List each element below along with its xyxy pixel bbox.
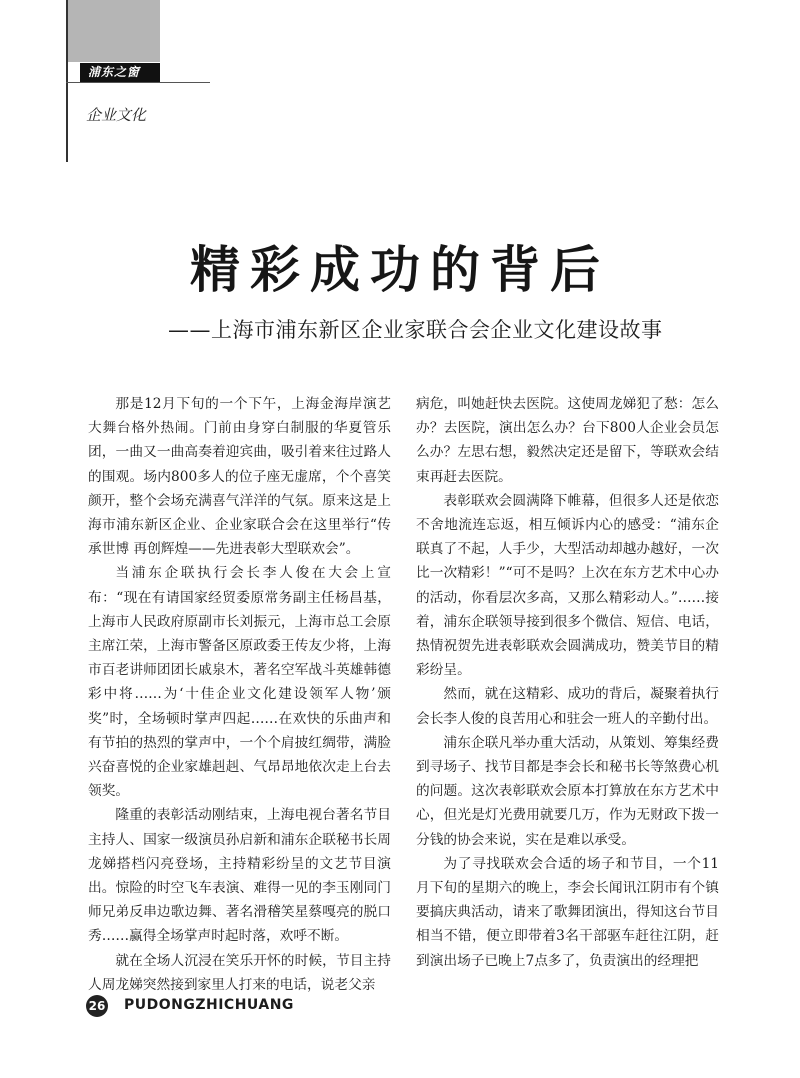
column-name: 企业文化 (86, 106, 147, 124)
paragraph: 那是12月下旬的一个下午，上海金海岸演艺大舞台格外热闹。门前由身穿白制服的华夏管乐团，一曲又一曲高奏着迎宾曲，吸引着来往过路人的围观。场内800多人的位子座无虚席，个个喜笑颜开，整个会场充满喜气洋洋的气氛。原来这是上海市浦东新区企业、企业家联合会在这里举行“传承世博 再创辉煌——先进表彰大型联欢会”。 (88, 396, 391, 558)
paragraph: 为了寻找联欢会合适的场子和节目，一个11月下旬的星期六的晚上，李会长闻讯江阴市有个镇要搞庆典活动，请来了歌舞团演出，得知这台节目相当不错，便立即带着3名干部驱车赶往江阴，赶到演出场子已晚上7点多了，负责演出的经理把 (416, 855, 719, 969)
paragraph: 浦东企联凡举办重大活动，从策划、筹集经费到寻场子、找节目都是李会长和秘书长等煞费心机的问题。这次表彰联欢会原本打算放在东方艺术中心，但光是灯光费用就要几万，作为无财政下拨一分钱的协会来说，实在是难以承受。 (416, 734, 719, 848)
paragraph: 隆重的表彰活动刚结束，上海电视台著名节目主持人、国家一级演员孙启新和浦东企联秘书长周龙娣搭档闪亮登场，主持精彩纷呈的文艺节目演出。惊险的时空飞车表演、难得一见的李玉刚同门师兄弟反串边歌边舞、著名滑稽笑星蔡嘎亮的脱口秀……赢得全场掌声时起时落，欢呼不断。 (88, 807, 391, 945)
paragraph-continuation: 病危，叫她赶快去医院。这使周龙娣犯了愁：怎么办？去医院，演出怎么办？台下800人企业会员怎么办？左思右想，毅然决定还是留下，等联欢会结束再赶去医院。 (416, 396, 719, 485)
paragraph: 然而，就在这精彩、成功的背后，凝聚着执行会长李人俊的良苦用心和驻会一班人的辛勤付出。 (416, 686, 719, 727)
article-title: 精彩成功的背后 (190, 241, 610, 299)
page-number: 26 (86, 995, 108, 1017)
section-tag: 浦东之窗 (80, 63, 160, 82)
paragraph: 就在全场人沉浸在笑乐开怀的时候，节目主持人周龙娣突然接到家里人打来的电话，说老父亲 (88, 952, 391, 993)
header-horizontal-rule (66, 82, 210, 83)
paragraph: 当浦东企联执行会长李人俊在大会上宣布：“现在有请国家经贸委原常务副主任杨昌基，上海市人民政府原副市长刘振元，上海市总工会原主席江荣，上海市警备区原政委王传友少将，上海市百老讲师团团长戚泉木，著名空军战斗英雄韩德彩中将……为‘十佳企业文化建设领军人物’颁奖”时，全场顿时掌声四起……在欢快的乐曲声和有节拍的热烈的掌声中，一个个肩披红绸带，满脸兴奋喜悦的企业家雄赳赳、气昂昂地依次走上台去领奖。 (88, 565, 391, 800)
left-column (88, 392, 391, 997)
paragraph: 表彰联欢会圆满降下帷幕，但很多人还是依恋不舍地流连忘返，相互倾诉内心的感受：“浦东企联真了不起，人手少，大型活动却越办越好，一次比一次精彩！”“可不是吗？上次在东方艺术中心办的活动，你看层次多高，又那么精彩动人。”……接着，浦东企联领导接到很多个微信、短信、电话，热情祝贺先进表彰联欢会圆满成功，赞美节目的精彩纷呈。 (416, 492, 719, 679)
magazine-name: PUDONGZHICHUANG (124, 997, 294, 1013)
article-subtitle: ——上海市浦东新区企业家联合会企业文化建设故事 (168, 318, 663, 342)
right-column (416, 392, 719, 973)
header-gray-block (66, 0, 160, 62)
header-vertical-rule (66, 0, 68, 162)
